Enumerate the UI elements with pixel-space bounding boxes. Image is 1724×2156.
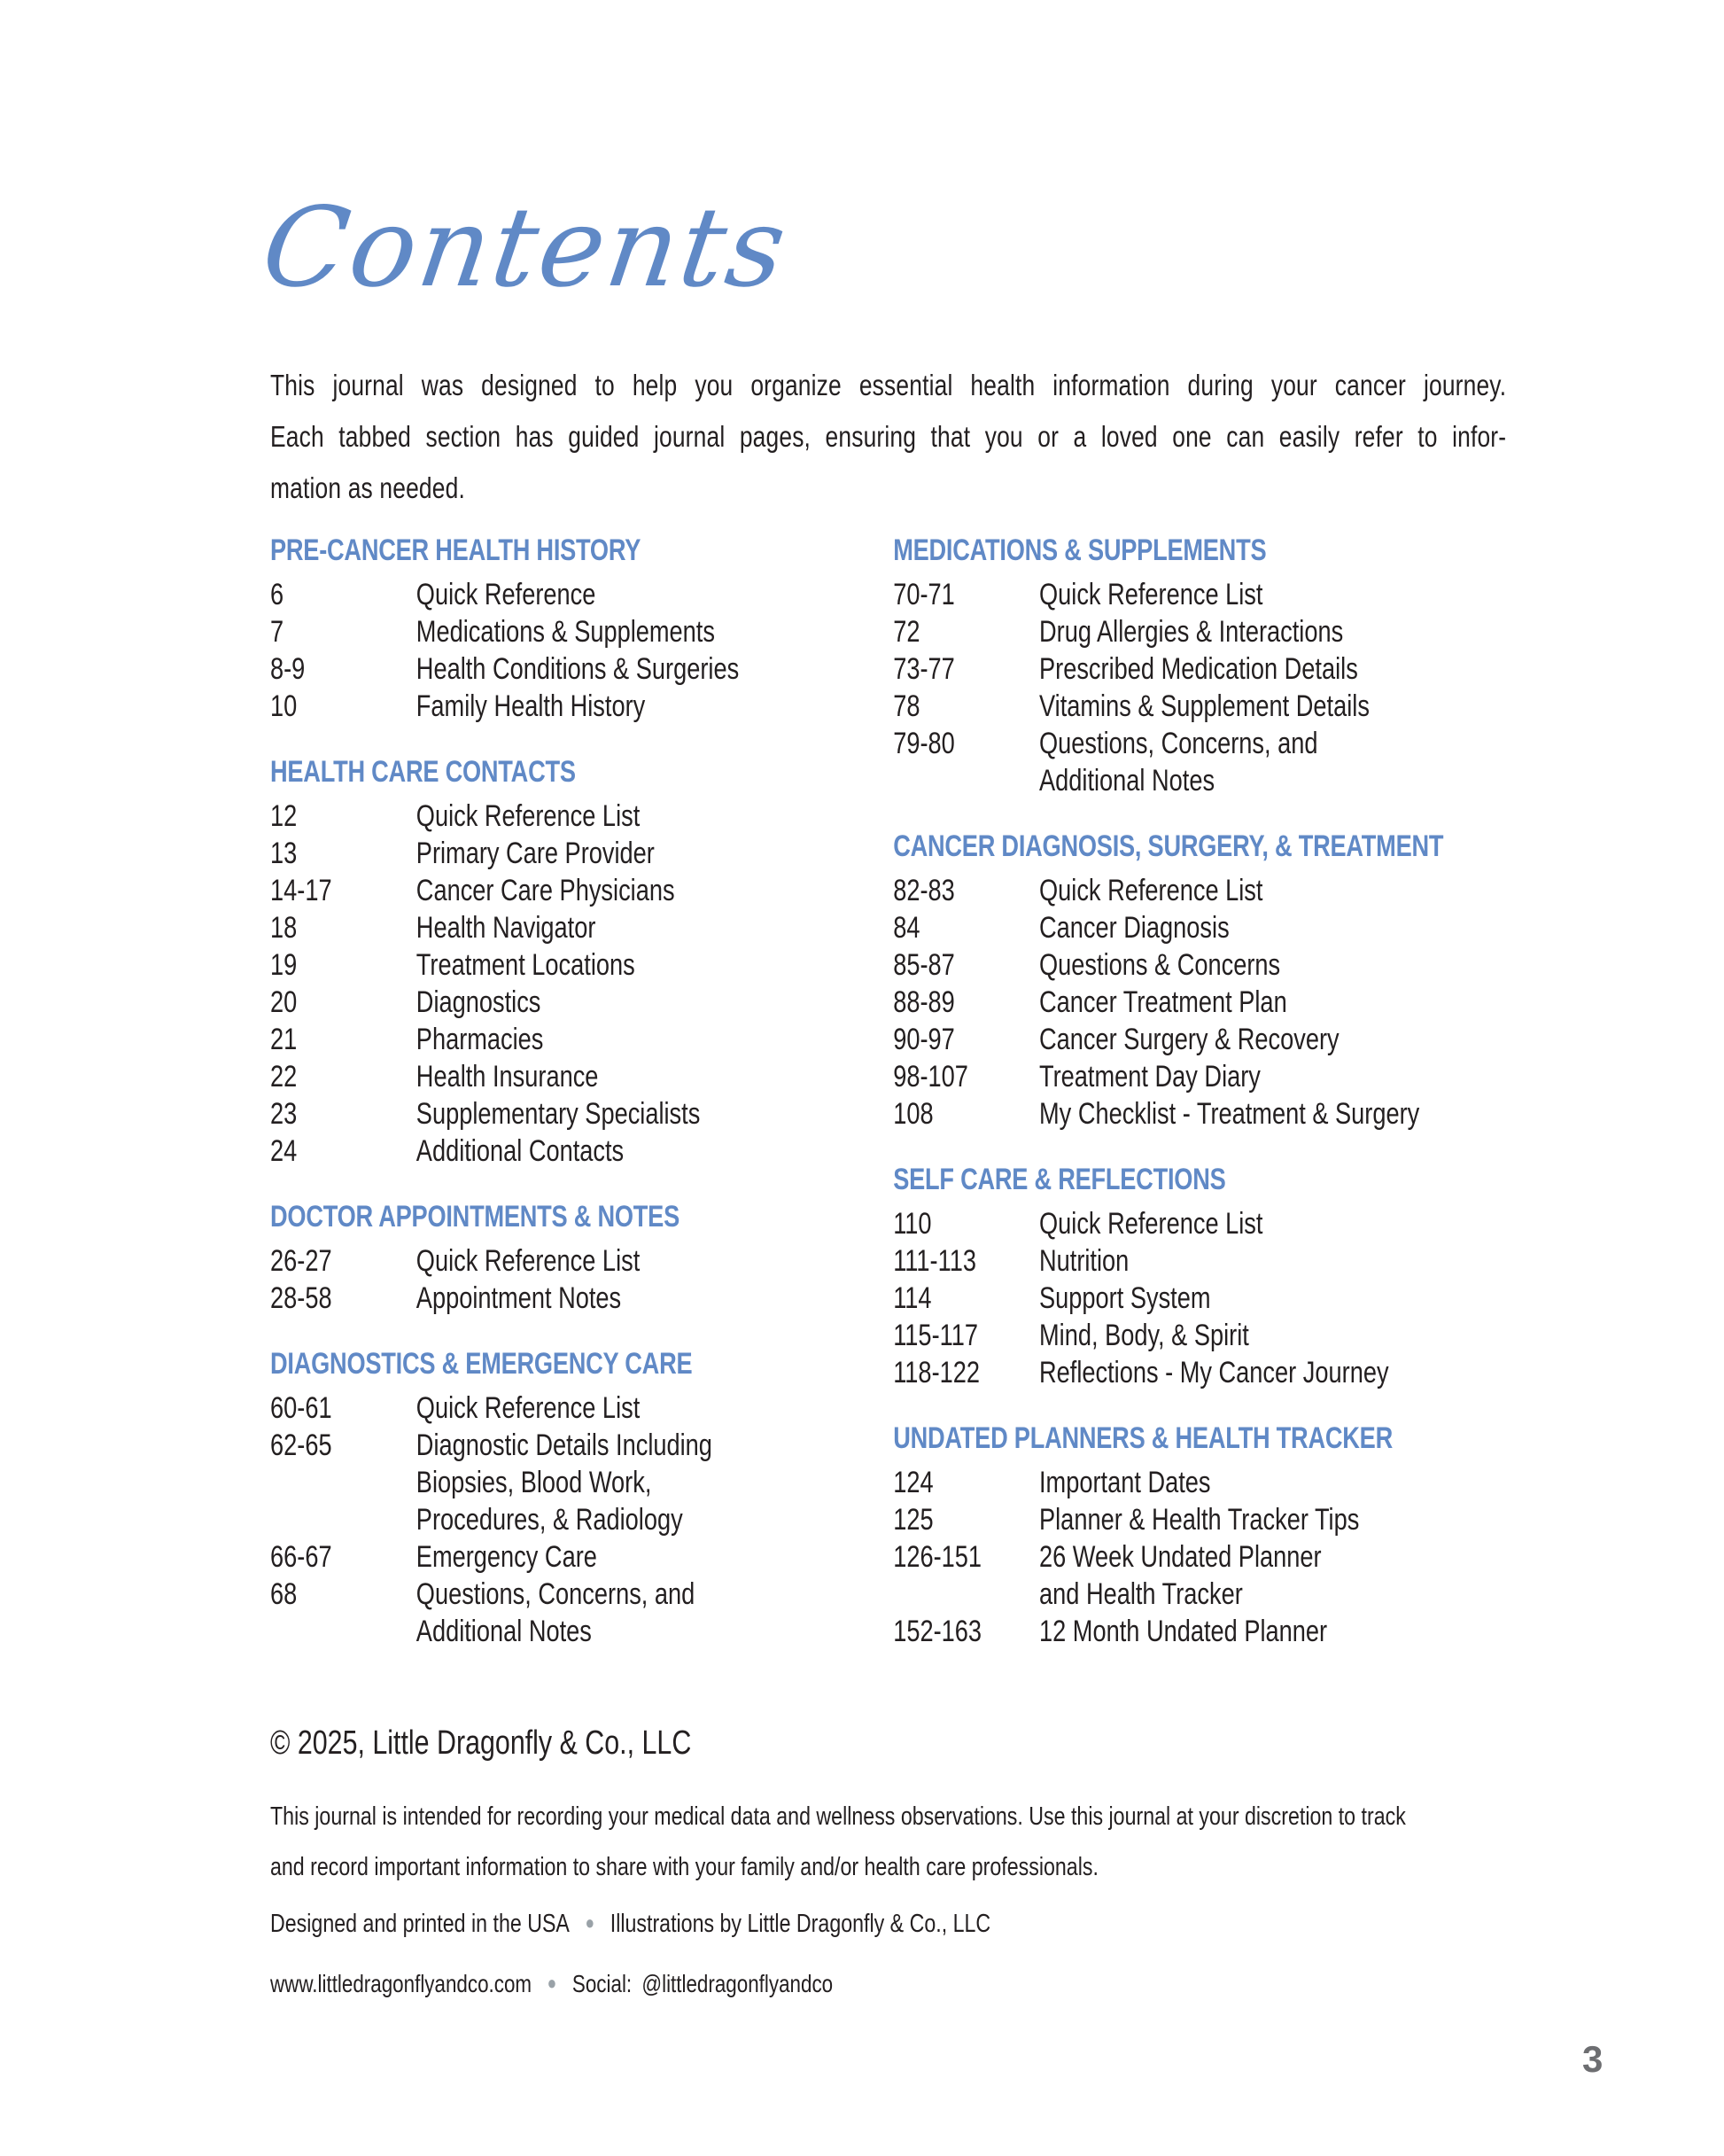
toc-page-range: 118-122 <box>893 1356 981 1389</box>
toc-row <box>270 1389 893 1427</box>
intro-line: mation as needed. <box>270 471 465 504</box>
toc-entry-title <box>416 1058 893 1095</box>
toc-row <box>270 1058 893 1095</box>
toc-page-range: 124 <box>893 1466 934 1499</box>
toc-entry-title <box>1039 1538 1506 1613</box>
toc-page-range: 78 <box>893 689 920 723</box>
section-header: PRE-CANCER HEALTH HISTORY <box>270 533 641 567</box>
toc-page-range: 98-107 <box>893 1060 968 1094</box>
disclaimer-line: and record important information to share with your family and/or health care professionals. <box>270 1853 1099 1881</box>
toc-page-range: 8-9 <box>270 652 306 686</box>
toc-entry-title-line: Quick Reference List <box>415 1244 641 1278</box>
toc-page-range: 125 <box>893 1503 934 1537</box>
toc-entry-title <box>1039 984 1506 1021</box>
toc-entry-title-line: Procedures, & Radiology <box>415 1503 683 1537</box>
toc-entry-title-line: Diagnostics <box>415 985 541 1019</box>
toc-entry-title-line: Family Health History <box>415 689 646 723</box>
toc-page-range: 24 <box>270 1134 298 1168</box>
toc-row <box>893 946 1506 984</box>
website-url-text: www.littledragonflyandco.com <box>270 1970 532 1997</box>
toc-row <box>893 1205 1506 1242</box>
toc-page-range: 20 <box>270 985 298 1019</box>
toc-entry-title <box>1039 1095 1506 1132</box>
toc-row <box>270 1095 893 1132</box>
toc-entry-title-line: Vitamins & Supplement Details <box>1039 689 1370 723</box>
toc-entry-title <box>416 1280 893 1317</box>
toc-page-range: 90-97 <box>893 1023 955 1056</box>
toc-page-range: 66-67 <box>270 1540 332 1574</box>
toc-page-range: 70-71 <box>893 578 955 611</box>
links-line <box>270 1967 1506 2000</box>
toc-page-range: 84 <box>893 911 920 945</box>
toc-page-range: 79-80 <box>893 727 955 760</box>
toc-page-range: 19 <box>270 948 298 982</box>
toc-row <box>893 725 1506 799</box>
toc-page-range: 6 <box>270 578 284 611</box>
toc-entry-title <box>416 1132 893 1170</box>
toc-entry-title <box>1039 725 1506 799</box>
illustrations-credit-text: Illustrations by Little Dragonfly & Co., LLC <box>610 1910 991 1938</box>
toc-entry-title <box>416 613 893 650</box>
toc-section <box>893 1161 1506 1391</box>
toc-row <box>893 1095 1506 1132</box>
toc-row <box>893 1058 1506 1095</box>
toc-entry-title <box>416 688 893 725</box>
toc-page-range: 72 <box>893 615 920 649</box>
toc-entry-title <box>1039 1464 1506 1501</box>
toc-page-range: 114 <box>893 1281 932 1315</box>
toc-row <box>893 650 1506 688</box>
intro-line: This journal was designed to help you organize essential health information during your cancer journey. <box>270 369 1507 401</box>
toc-row <box>893 576 1506 613</box>
toc-page-range: 22 <box>270 1060 298 1094</box>
toc-row <box>270 650 893 688</box>
toc-page-range: 14-17 <box>270 874 332 907</box>
toc-row <box>893 1280 1506 1317</box>
toc-entry-title-line: Appointment Notes <box>415 1281 622 1315</box>
section-header: UNDATED PLANNERS & HEALTH TRACKER <box>893 1421 1393 1455</box>
toc-entry-title <box>416 1427 893 1538</box>
toc-entry-title-line: Cancer Treatment Plan <box>1039 985 1287 1019</box>
toc-entry-title <box>1039 1242 1506 1280</box>
toc-section <box>270 1198 893 1317</box>
social-label: Social: <box>571 1970 633 1997</box>
toc-entry-title <box>1039 1501 1506 1538</box>
toc-entry-title-line: Treatment Locations <box>415 948 635 982</box>
toc-section <box>270 753 893 1170</box>
toc-row <box>270 576 893 613</box>
social-handle-text: @littledragonflyandco <box>641 1970 834 1997</box>
toc-entry-title-line: Quick Reference List <box>415 799 641 833</box>
toc-page-range: 110 <box>893 1207 932 1241</box>
toc-entry-title-line: 12 Month Undated Planner <box>1039 1615 1328 1648</box>
bullet-dot-icon: ● <box>585 1911 595 1934</box>
toc-entry-title <box>416 650 893 688</box>
section-header: DIAGNOSTICS & EMERGENCY CARE <box>270 1347 693 1381</box>
toc-entry-title-line: Quick Reference List <box>1039 578 1263 611</box>
section-header: SELF CARE & REFLECTIONS <box>893 1163 1226 1196</box>
toc-entry-title <box>1039 613 1506 650</box>
toc-page-range: 13 <box>270 837 298 870</box>
toc-entry-title <box>1039 1021 1506 1058</box>
toc-entry-title-line: 26 Week Undated Planner <box>1039 1540 1322 1574</box>
toc-entry-title <box>416 1389 893 1427</box>
toc-entry-title-line: Cancer Diagnosis <box>1039 911 1230 945</box>
toc-column-right <box>893 532 1506 1650</box>
toc-entry-title-line: Quick Reference List <box>1039 1207 1263 1241</box>
toc-entry-title-line: Quick Reference List <box>1039 874 1263 907</box>
toc-entry-title-line: Quick Reference List <box>415 1391 641 1425</box>
toc-entry-title-line: Support System <box>1039 1281 1211 1315</box>
toc-row <box>893 1538 1506 1613</box>
toc-entry-title-line: Additional Contacts <box>415 1134 625 1168</box>
bullet-dot-icon: ● <box>547 1972 557 1994</box>
toc-entry-title-line: Quick Reference <box>415 578 596 611</box>
toc-row <box>270 1280 893 1317</box>
toc-page-range: 23 <box>270 1097 298 1131</box>
toc-entry-title-line: Additional Notes <box>1039 764 1215 798</box>
toc-entry-title <box>416 946 893 984</box>
toc-entry-title-line: Questions, Concerns, and <box>1039 727 1318 760</box>
toc-entry-title-line: Treatment Day Diary <box>1039 1060 1261 1094</box>
toc-row <box>270 909 893 946</box>
section-header: HEALTH CARE CONTACTS <box>270 755 576 789</box>
toc-row <box>893 1242 1506 1280</box>
toc-row <box>270 688 893 725</box>
toc-entry-title <box>416 1538 893 1576</box>
toc-entry-title <box>1039 1613 1506 1650</box>
toc-entry-title-line: Questions & Concerns <box>1039 948 1281 982</box>
toc-section <box>270 1345 893 1650</box>
toc-entry-title-line: and Health Tracker <box>1039 1577 1243 1611</box>
toc-row <box>270 1576 893 1650</box>
toc-row <box>270 798 893 835</box>
printed-in-usa-text: Designed and printed in the USA <box>270 1910 570 1938</box>
toc-entry-title-line: Cancer Surgery & Recovery <box>1039 1023 1340 1056</box>
toc-entry-title-line: Diagnostic Details Including <box>415 1428 712 1462</box>
copyright-line: © 2025, Little Dragonfly & Co., LLC <box>270 1724 692 1762</box>
toc-page-range: 12 <box>270 799 298 833</box>
toc-row <box>893 1464 1506 1501</box>
disclaimer-paragraph <box>270 1792 1506 1893</box>
toc-entry-title-line: Important Dates <box>1039 1466 1211 1499</box>
toc-entry-title-line: Questions, Concerns, and <box>415 1577 695 1611</box>
toc-column-left <box>270 532 893 1650</box>
toc-page-range: 82-83 <box>893 874 955 907</box>
toc-entry-title-line: Primary Care Provider <box>415 837 655 870</box>
toc-page-range: 10 <box>270 689 298 723</box>
toc-entry-title-line: Nutrition <box>1039 1244 1130 1278</box>
toc-entry-title-line: Medications & Supplements <box>415 615 715 649</box>
toc-row <box>893 613 1506 650</box>
toc-section <box>893 1420 1506 1650</box>
toc-entry-title-line: Reflections - My Cancer Journey <box>1039 1356 1389 1389</box>
section-header: DOCTOR APPOINTMENTS & NOTES <box>270 1200 680 1234</box>
toc-row <box>270 1427 893 1538</box>
toc-page-range: 126-151 <box>893 1540 982 1574</box>
toc-page-range: 85-87 <box>893 948 955 982</box>
toc-row <box>893 1021 1506 1058</box>
toc-page-range: 73-77 <box>893 652 955 686</box>
toc-page-range: 115-117 <box>893 1319 978 1352</box>
toc-entry-title <box>1039 909 1506 946</box>
toc-entry-title-line: Supplementary Specialists <box>415 1097 701 1131</box>
toc-section <box>270 532 893 725</box>
section-header: MEDICATIONS & SUPPLEMENTS <box>893 533 1267 567</box>
toc-entry-title <box>416 909 893 946</box>
toc-page-range: 60-61 <box>270 1391 332 1425</box>
toc-entry-title-line: Health Insurance <box>415 1060 599 1094</box>
toc-row <box>893 688 1506 725</box>
toc-entry-title-line: My Checklist - Treatment & Surgery <box>1039 1097 1420 1131</box>
toc-entry-title-line: Health Navigator <box>415 911 596 945</box>
toc-columns <box>270 532 1506 1650</box>
toc-row <box>270 835 893 872</box>
toc-entry-title-line: Health Conditions & Surgeries <box>415 652 740 686</box>
toc-entry-title <box>1039 1317 1506 1354</box>
toc-page-range: 26-27 <box>270 1244 332 1278</box>
toc-row <box>270 1242 893 1280</box>
credits-line <box>270 1907 1506 1940</box>
toc-entry-title-line: Planner & Health Tracker Tips <box>1039 1503 1360 1537</box>
toc-entry-title-line: Prescribed Medication Details <box>1039 652 1358 686</box>
toc-row <box>893 1613 1506 1650</box>
toc-page-range: 108 <box>893 1097 934 1131</box>
toc-page-range: 111-113 <box>893 1244 976 1278</box>
toc-row <box>270 1538 893 1576</box>
toc-page-range: 7 <box>270 615 284 649</box>
intro-paragraph <box>270 360 1506 514</box>
toc-entry-title <box>1039 650 1506 688</box>
toc-row <box>270 1021 893 1058</box>
page-number: 3 <box>1582 2038 1604 2080</box>
toc-entry-title <box>1039 1354 1506 1391</box>
toc-entry-title <box>416 1242 893 1280</box>
toc-page-range: 68 <box>270 1577 298 1611</box>
toc-entry-title <box>1039 1058 1506 1095</box>
toc-entry-title <box>1039 946 1506 984</box>
toc-entry-title <box>1039 1280 1506 1317</box>
toc-entry-title <box>416 1576 893 1650</box>
toc-entry-title-line: Pharmacies <box>415 1023 544 1056</box>
toc-row <box>893 909 1506 946</box>
toc-page-range: 21 <box>270 1023 298 1056</box>
toc-entry-title <box>416 576 893 613</box>
toc-row <box>270 613 893 650</box>
toc-row <box>893 1354 1506 1391</box>
toc-row <box>893 1317 1506 1354</box>
toc-entry-title-line: Additional Notes <box>415 1615 592 1648</box>
toc-section <box>893 532 1506 799</box>
toc-page-range: 88-89 <box>893 985 955 1019</box>
toc-entry-title-line: Cancer Care Physicians <box>415 874 675 907</box>
toc-entry-title <box>416 872 893 909</box>
toc-entry-title <box>416 1021 893 1058</box>
toc-entry-title <box>416 984 893 1021</box>
toc-entry-title-line: Emergency Care <box>415 1540 597 1574</box>
toc-entry-title <box>1039 576 1506 613</box>
toc-page-range: 18 <box>270 911 298 945</box>
toc-row <box>270 1132 893 1170</box>
toc-entry-title <box>1039 1205 1506 1242</box>
toc-row <box>270 984 893 1021</box>
toc-row <box>270 872 893 909</box>
toc-row <box>893 872 1506 909</box>
toc-entry-title-line: Mind, Body, & Spirit <box>1039 1319 1249 1352</box>
toc-entry-title <box>416 1095 893 1132</box>
toc-entry-title <box>1039 688 1506 725</box>
disclaimer-line: This journal is intended for recording your medical data and wellness observations. Use this journal at your discretion to track <box>270 1802 1406 1831</box>
toc-section <box>893 828 1506 1132</box>
toc-row <box>270 946 893 984</box>
toc-page-range: 152-163 <box>893 1615 982 1648</box>
toc-row <box>893 984 1506 1021</box>
toc-entry-title <box>1039 872 1506 909</box>
toc-row <box>893 1501 1506 1538</box>
toc-entry-title <box>416 798 893 835</box>
page-title: Contents <box>254 184 796 312</box>
section-header: CANCER DIAGNOSIS, SURGERY, & TREATMENT <box>893 829 1444 863</box>
toc-page-range: 28-58 <box>270 1281 332 1315</box>
toc-entry-title <box>416 835 893 872</box>
toc-page-range: 62-65 <box>270 1428 332 1462</box>
toc-entry-title-line: Drug Allergies & Interactions <box>1039 615 1344 649</box>
intro-line: Each tabbed section has guided journal pages, ensuring that you or a loved one can easily refer to infor- <box>270 420 1507 453</box>
toc-entry-title-line: Biopsies, Blood Work, <box>415 1466 652 1499</box>
